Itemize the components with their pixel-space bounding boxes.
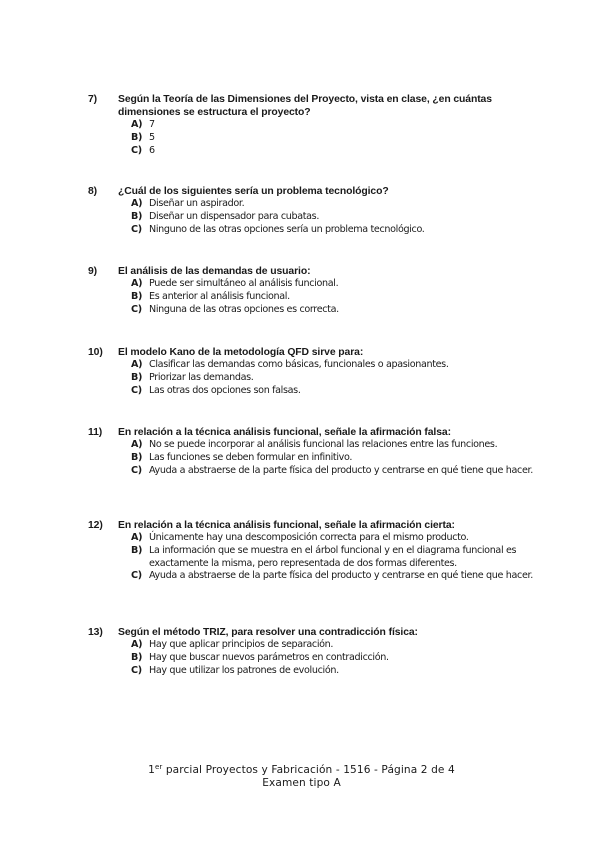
option-c — [131, 385, 538, 398]
option-text: 7 — [149, 119, 155, 130]
page-footer — [0, 764, 603, 790]
option-b — [131, 545, 538, 571]
option-letter: A) — [131, 278, 143, 289]
option-text: Ayuda a abstraerse de la parte física del producto y centrarse en qué tiene que hacer. — [149, 570, 533, 582]
option-c — [131, 304, 538, 317]
option-text: 6 — [149, 144, 155, 156]
option-a — [131, 119, 538, 132]
question-text: El modelo Kano de la metodología QFD sirve para: — [118, 347, 364, 358]
question-number: 13) — [88, 627, 103, 638]
option-c — [131, 145, 538, 158]
question-number: 8) — [88, 186, 98, 197]
option-letter: C) — [131, 303, 142, 315]
option-c — [131, 224, 538, 237]
option-letter: B) — [131, 290, 142, 302]
option-c — [131, 570, 538, 583]
option-letter: A) — [131, 198, 143, 209]
option-text: Las otras dos opciones son falsas. — [149, 384, 301, 396]
option-letter: A) — [131, 119, 143, 130]
option-letter: B) — [131, 451, 142, 463]
question-text: ¿Cuál de los siguientes sería un problema tecnológico? — [118, 186, 389, 197]
option-text: Ayuda a abstraerse de la parte física del producto y centrarse en qué tiene que hacer. — [149, 464, 533, 476]
question-text: En relación a la técnica análisis funcional, señale la afirmación cierta: — [118, 520, 455, 531]
question-12 — [88, 519, 538, 583]
question-13 — [88, 626, 538, 677]
question-text: El análisis de las demandas de usuario: — [118, 266, 311, 277]
footer-line-2: Examen tipo A — [262, 777, 341, 789]
question-number: 10) — [88, 347, 103, 358]
option-text: Hay que utilizar los patrones de evolución. — [149, 664, 339, 676]
footer-ordinal-number: 1 — [148, 764, 155, 776]
option-text: Diseñar un aspirador. — [149, 198, 245, 209]
option-text: Las funciones se deben formular en infinitivo. — [149, 451, 353, 463]
question-number: 11) — [88, 427, 103, 438]
option-letter: C) — [131, 570, 142, 582]
option-text: No se puede incorporar al análisis funcional las relaciones entre las funciones. — [149, 439, 498, 450]
option-b — [131, 372, 538, 385]
option-letter: C) — [131, 223, 142, 235]
question-number: 12) — [88, 520, 103, 531]
option-text: Clasificar las demandas como básicas, funcionales o apasionantes. — [149, 359, 449, 370]
question-7 — [88, 93, 538, 157]
option-letter: A) — [131, 439, 143, 450]
option-letter: B) — [131, 544, 142, 556]
option-letter: C) — [131, 664, 142, 676]
option-letter: A) — [131, 639, 143, 650]
option-text: La información que se muestra en el árbol funcional y en el diagrama funcional es exactamente la misma, pero representada de dos formas diferentes. — [149, 544, 517, 569]
footer-line-1 — [0, 764, 603, 777]
option-letter: C) — [131, 384, 142, 396]
option-text: Es anterior al análisis funcional. — [149, 290, 290, 302]
option-text: Únicamente hay una descomposición correcta para el mismo producto. — [149, 532, 469, 543]
option-letter: B) — [131, 210, 142, 222]
option-letter: B) — [131, 651, 142, 663]
option-b — [131, 291, 538, 304]
option-a — [131, 359, 538, 372]
option-a — [131, 439, 538, 452]
option-letter: C) — [131, 144, 142, 156]
question-number: 7) — [88, 94, 98, 105]
question-8 — [88, 185, 538, 236]
option-text: Priorizar las demandas. — [149, 371, 254, 383]
question-10 — [88, 346, 538, 397]
option-text: 5 — [149, 131, 155, 143]
option-a — [131, 532, 538, 545]
option-b — [131, 132, 538, 145]
option-b — [131, 652, 538, 665]
question-11 — [88, 426, 538, 477]
option-c — [131, 665, 538, 678]
option-a — [131, 278, 538, 291]
question-text: Según el método TRIZ, para resolver una contradicción física: — [118, 627, 418, 638]
option-text: Ninguno de las otras opciones sería un problema tecnológico. — [149, 223, 425, 235]
option-a — [131, 198, 538, 211]
option-letter: B) — [131, 371, 142, 383]
option-text: Ninguna de las otras opciones es correcta. — [149, 303, 339, 315]
question-number: 9) — [88, 266, 98, 277]
question-text: En relación a la técnica análisis funcional, señale la afirmación falsa: — [118, 427, 451, 438]
option-letter: A) — [131, 532, 143, 543]
question-text: Según la Teoría de las Dimensiones del Proyecto, vista en clase, ¿en cuántas dimensiones se estructura el proyecto? — [118, 94, 492, 118]
option-text: Hay que buscar nuevos parámetros en contradicción. — [149, 651, 389, 663]
option-text: Diseñar un dispensador para cubatas. — [149, 210, 320, 222]
option-letter: B) — [131, 131, 142, 143]
option-letter: A) — [131, 359, 143, 370]
option-a — [131, 639, 538, 652]
question-9 — [88, 265, 538, 316]
option-letter: C) — [131, 464, 142, 476]
option-text: Puede ser simultáneo al análisis funcional. — [149, 278, 339, 289]
option-b — [131, 211, 538, 224]
footer-ordinal-suffix: er — [155, 763, 163, 771]
footer-course-info: parcial Proyectos y Fabricación - 1516 - Página 2 de 4 — [165, 764, 455, 776]
option-b — [131, 452, 538, 465]
option-text: Hay que aplicar principios de separación. — [149, 639, 334, 650]
option-c — [131, 465, 538, 478]
